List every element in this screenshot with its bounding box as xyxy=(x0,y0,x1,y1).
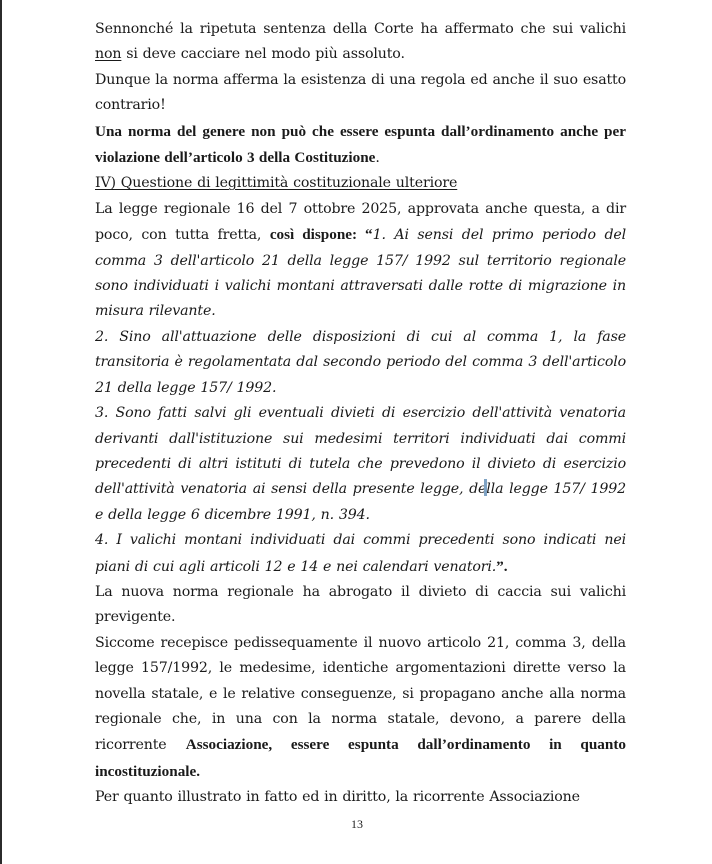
paragraph-text: La legge regionale 16 del 7 ottobre 2025, approvata anche questa, a dir poco, con tutta fretta, xyxy=(95,200,626,244)
bold-text: così dispone: “ xyxy=(269,226,373,244)
paragraph-violazione-art3 xyxy=(95,119,626,172)
paragraph-text: si deve cacciare nel modo più assoluto. xyxy=(121,46,405,63)
paragraph-corte-valichi xyxy=(95,17,626,68)
paragraph-text: 4. I valichi montani individuati dai commi precedenti sono indicati nei piani di cui agli articoli 12 e 14 e nei calendari venatori. xyxy=(95,532,626,575)
paragraph-per-quanto-illustrato: Per quanto illustrato in fatto ed in diritto, la ricorrente Associazione xyxy=(95,789,580,806)
document-body[interactable] xyxy=(95,17,626,811)
page-number: 13 xyxy=(351,817,363,831)
bold-text: Una norma del genere non può che essere espunta dall’ordinamento anche per violazione dell’articolo 3 della Costituzione xyxy=(95,122,626,167)
quoted-comma-3 xyxy=(95,401,626,528)
document-page[interactable] xyxy=(2,0,712,864)
quoted-comma-4 xyxy=(95,528,626,580)
paragraph-text: lla legge 157/ 1992 e della legge 6 dicembre 1991, n. 394. xyxy=(95,481,626,523)
paragraph-text: Sennonché la ripetuta sentenza della Corte ha affermato che sui valichi xyxy=(95,21,626,37)
paragraph-nuova-norma: La nuova norma regionale ha abrogato il divieto di caccia sui valichi previgente. xyxy=(95,583,626,626)
section-heading-text: IV) Questione di legittimità costituzionale ulteriore xyxy=(95,175,458,192)
quoted-comma-1: 1. Ai sensi del primo periodo del comma 3 dell'articolo 21 della legge 157/ 1992 sul territorio regionale sono individuati i valichi montani attraversati dalle rotte di migrazione in misura rilevante. xyxy=(95,227,627,320)
underlined-word-non: non xyxy=(95,46,122,63)
paragraph-siccome-recepisce xyxy=(95,631,626,785)
section-heading-iv xyxy=(95,171,626,196)
paragraph-text: . xyxy=(375,150,380,167)
quoted-comma-2: 2. Sino all'attuazione delle disposizioni di cui al comma 1, la fase transitoria è regolamentata dal secondo periodo del comma 3 dell'articolo 21 della legge 157/ 1992. xyxy=(95,328,626,396)
paragraph-text: 3. Sono fatti salvi gli eventuali divieti di esercizio dell'attività venatoria derivanti dall'istituzione sui medesimi territori individuati dai commi precedenti di altri istituti di tutela che prevedono il divieto di esercizio dell'attività venatoria ai sensi della presente legge, de xyxy=(95,405,626,498)
paragraph-legge-regionale xyxy=(95,197,626,325)
paragraph-text: Siccome recepisce pedissequamente il nuovo articolo 21, comma 3, della legge 157/1992, le medesime, identiche argomentazioni dirette verso la novella statale, e le relative conseguenze, si propagano anche alla norma regionale che, in una con la norma statale, devono, a parere della ricorrente xyxy=(95,634,626,754)
closing-quote: ”. xyxy=(496,557,508,575)
paragraph-regola-contrario: Dunque la norma afferma la esistenza di una regola ed anche il suo esatto contrario! xyxy=(95,71,626,114)
bold-text: Associazione, essere espunta dall’ordinamento in quanto incostituzionale. xyxy=(95,736,626,780)
